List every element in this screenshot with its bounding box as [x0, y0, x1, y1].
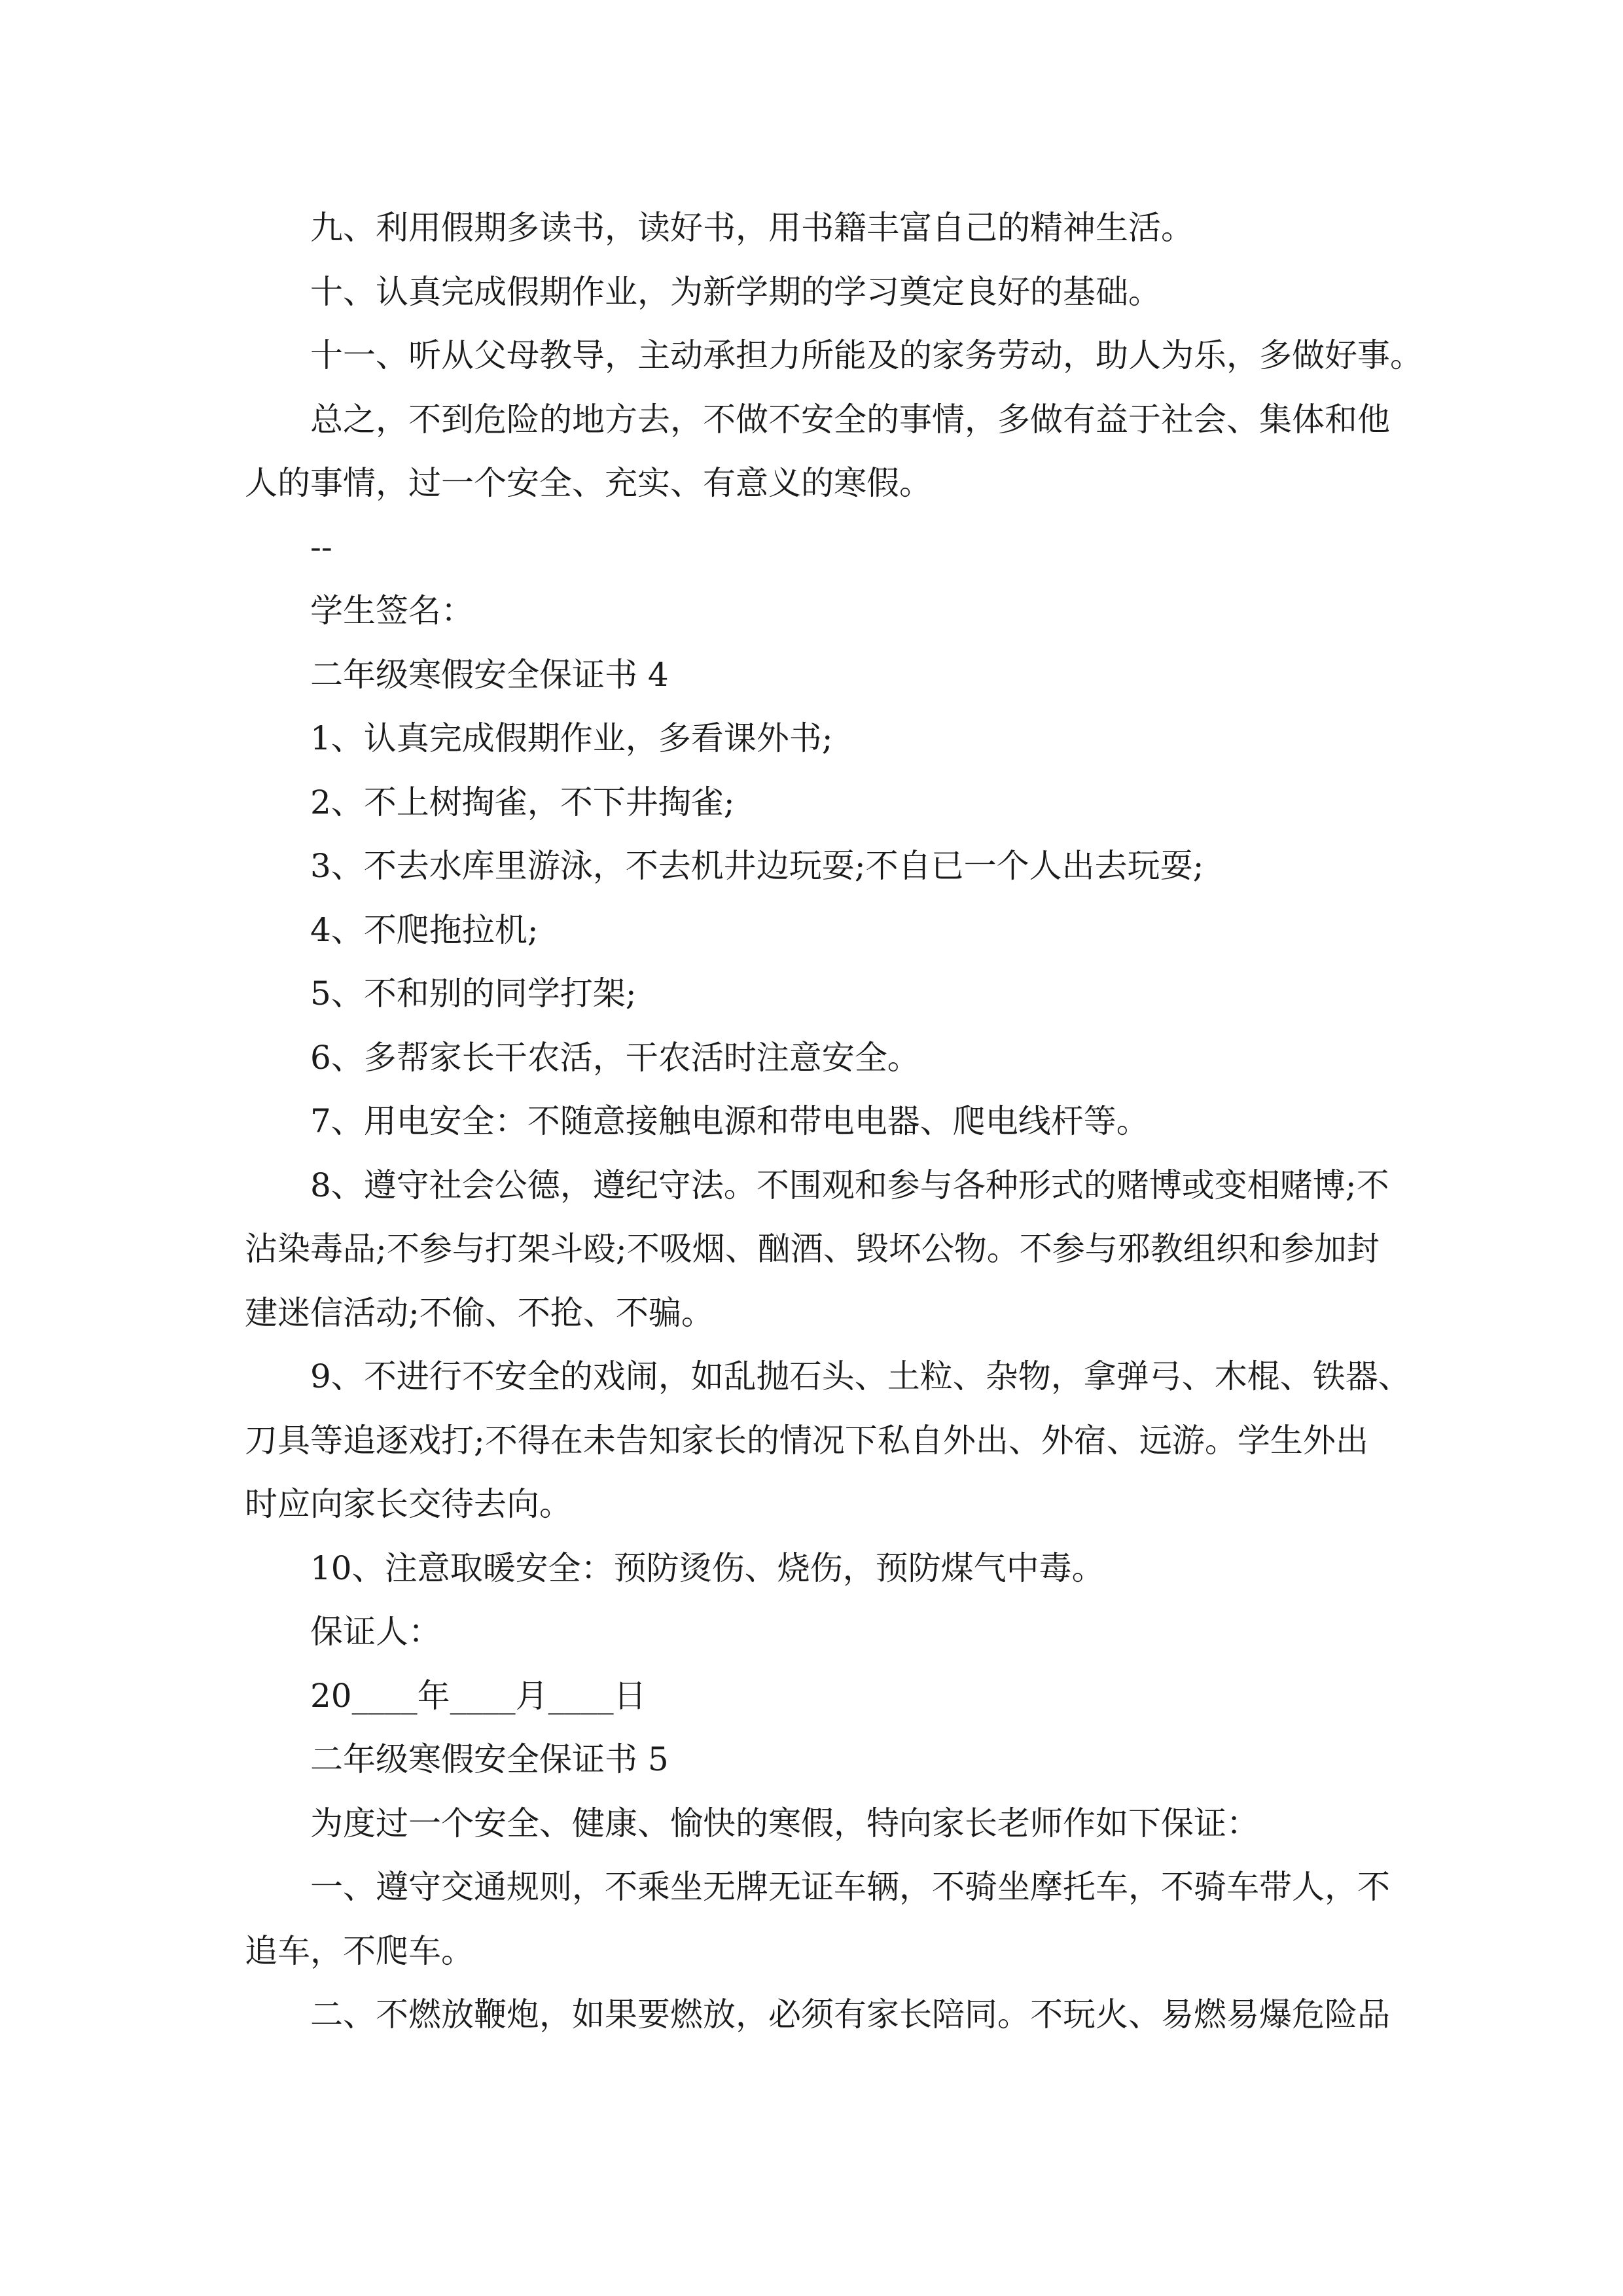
section-title-4: 二年级寒假安全保证书 4 — [310, 655, 669, 694]
rule-1: 一、遵守交通规则，不乘坐无牌无证车辆，不骑坐摩托车，不骑车带人，不 — [310, 1868, 1390, 1906]
list-item-9: 9、不进行不安全的戏闹，如乱抛石头、土粒、杂物，拿弹弓、木棍、铁器、 — [310, 1357, 1411, 1395]
list-item-3: 3、不去水库里游泳，不去机井边玩耍;不自已一个人出去玩耍; — [310, 847, 1204, 885]
document-body — [245, 196, 1423, 2047]
list-item-5: 5、不和别的同学打架; — [310, 975, 637, 1013]
list-item-8-cont-1: 沾染毒品;不参与打架斗殴;不吸烟、酗酒、毁坏公物。不参与邪教组织和参加封 — [245, 1230, 1380, 1268]
list-item-8: 8、遵守社会公德，遵纪守法。不围观和参与各种形式的赌博或变相赌博;不 — [310, 1166, 1389, 1204]
list-item-8-cont-2: 建迷信活动;不偷、不抢、不骗。 — [245, 1293, 714, 1332]
list-item-2: 2、不上树掏雀，不下井掏雀; — [310, 783, 735, 821]
student-signature-label: 学生签名： — [310, 592, 474, 630]
text-line-5: 人的事情，过一个安全、充实、有意义的寒假。 — [245, 464, 932, 502]
list-item-1: 1、认真完成假期作业，多看课外书; — [310, 719, 833, 757]
separator-line: -- — [310, 528, 332, 566]
list-item-10: 10、注意取暖安全：预防烫伤、烧伤，预防煤气中毒。 — [310, 1549, 1105, 1587]
text-line-4: 总之，不到危险的地方去，不做不安全的事情，多做有益于社会、集体和他 — [310, 400, 1390, 439]
date-line: 20____年____月____日 — [310, 1676, 647, 1715]
intro-line: 为度过一个安全、健康、愉快的寒假，特向家长老师作如下保证： — [310, 1804, 1259, 1842]
list-item-9-cont-2: 时应向家长交待去向。 — [245, 1485, 572, 1523]
guarantor-label: 保证人： — [310, 1613, 441, 1651]
list-item-4: 4、不爬拖拉机; — [310, 910, 539, 949]
rule-2: 二、不燃放鞭炮，如果要燃放，必须有家长陪同。不玩火、易燃易爆危险品 — [310, 1996, 1390, 2034]
section-title-5: 二年级寒假安全保证书 5 — [310, 1740, 669, 1778]
text-line-1: 九、利用假期多读书，读好书，用书籍丰富自己的精神生活。 — [310, 209, 1194, 247]
list-item-9-cont-1: 刀具等追逐戏打;不得在未告知家长的情况下私自外出、外宿、远游。学生外出 — [245, 1421, 1368, 1460]
rule-1-cont: 追车，不爬车。 — [245, 1931, 474, 1970]
list-item-6: 6、多帮家长干农活，干农活时注意安全。 — [310, 1038, 920, 1077]
list-item-7: 7、用电安全：不随意接触电源和带电电器、爬电线杆等。 — [310, 1102, 1149, 1140]
text-line-3: 十一、听从父母教导，主动承担力所能及的家务劳动，助人为乐，多做好事。 — [310, 336, 1423, 374]
text-line-2: 十、认真完成假期作业，为新学期的学习奠定良好的基础。 — [310, 272, 1161, 311]
